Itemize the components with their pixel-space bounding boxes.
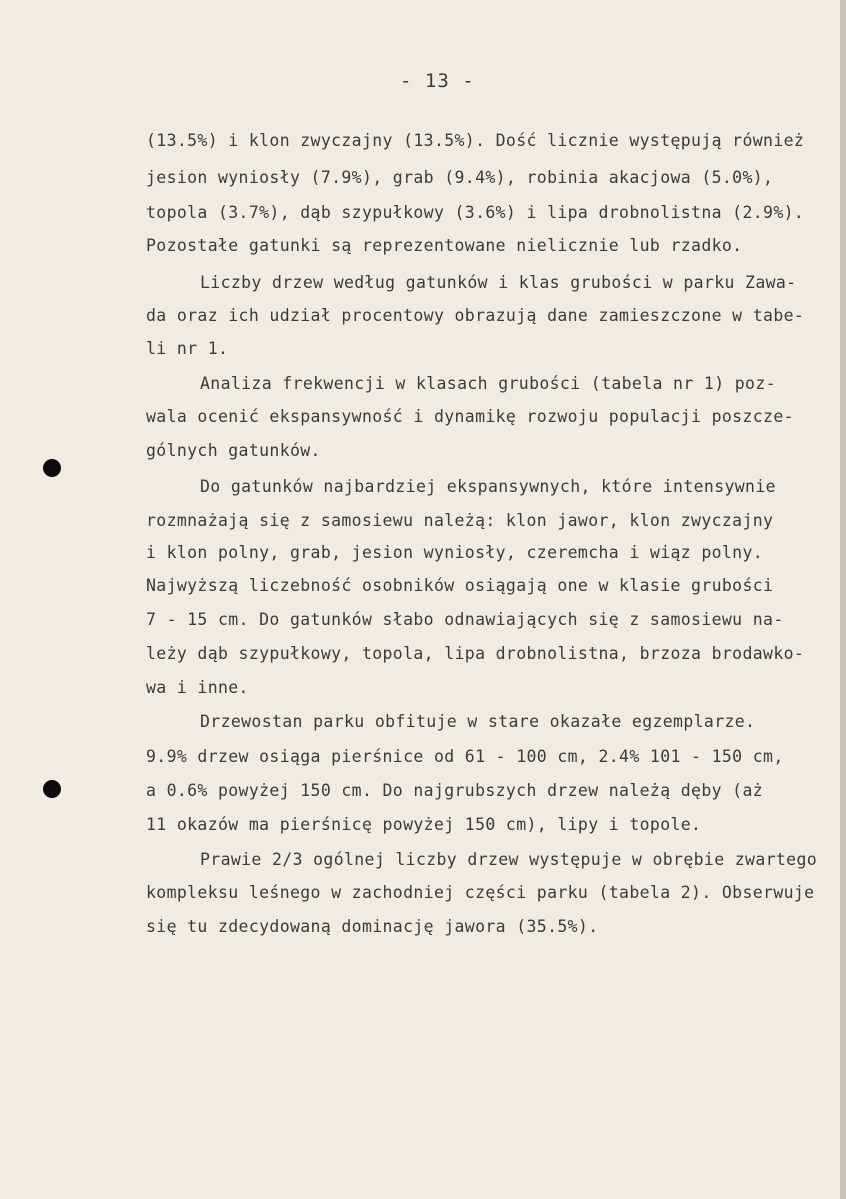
text-line: i klon polny, grab, jesion wyniosły, czeremcha i wiąz polny.	[146, 543, 764, 562]
text-line: leży dąb szypułkowy, topola, lipa drobnolistna, brzoza brodawko-	[146, 644, 805, 663]
text-line: Pozostałe gatunki są reprezentowane nielicznie lub rzadko.	[146, 236, 743, 255]
punch-hole-top	[43, 459, 61, 477]
text-line: gólnych gatunków.	[146, 441, 321, 460]
text-line: a 0.6% powyżej 150 cm. Do najgrubszych drzew należą dęby (aż	[146, 781, 764, 800]
text-line: Analiza frekwencji w klasach grubości (tabela nr 1) poz-	[200, 374, 776, 393]
text-line: Liczby drzew według gatunków i klas grubości w parku Zawa-	[200, 273, 797, 292]
text-line: Do gatunków najbardziej ekspansywnych, które intensywnie	[200, 477, 776, 496]
text-line: topola (3.7%), dąb szypułkowy (3.6%) i lipa drobnolistna (2.9%).	[146, 203, 805, 222]
text-line: jesion wyniosły (7.9%), grab (9.4%), robinia akacjowa (5.0%),	[146, 168, 774, 187]
text-line: rozmnażają się z samosiewu należą: klon jawor, klon zwyczajny	[146, 511, 774, 530]
text-line: kompleksu leśnego w zachodniej części parku (tabela 2). Obserwuje	[146, 883, 815, 902]
text-line: 7 - 15 cm. Do gatunków słabo odnawiających się z samosiewu na-	[146, 610, 784, 629]
text-line: wala ocenić ekspansywność i dynamikę rozwoju populacji poszcze-	[146, 407, 794, 426]
punch-hole-bottom	[43, 780, 61, 798]
text-line: się tu zdecydowaną dominację jawora (35.5%).	[146, 917, 599, 936]
text-line: Prawie 2/3 ogólnej liczby drzew występuje w obrębie zwartego	[200, 850, 818, 869]
text-line: 9.9% drzew osiąga pierśnice od 61 - 100 cm, 2.4% 101 - 150 cm,	[146, 747, 784, 766]
text-line: 11 okazów ma pierśnicę powyżej 150 cm), lipy i topole.	[146, 815, 702, 834]
text-line: Najwyższą liczebność osobników osiągają one w klasie grubości	[146, 576, 774, 595]
text-line: Drzewostan parku obfituje w stare okazałe egzemplarze.	[200, 712, 756, 731]
page-number: - 13 -	[400, 70, 475, 92]
text-line: da oraz ich udział procentowy obrazują dane zamieszczone w tabe-	[146, 306, 805, 325]
text-line: wa i inne.	[146, 678, 249, 697]
text-line: (13.5%) i klon zwyczajny (13.5%). Dość licznie występują również	[146, 131, 805, 150]
text-line: li nr 1.	[146, 339, 229, 358]
